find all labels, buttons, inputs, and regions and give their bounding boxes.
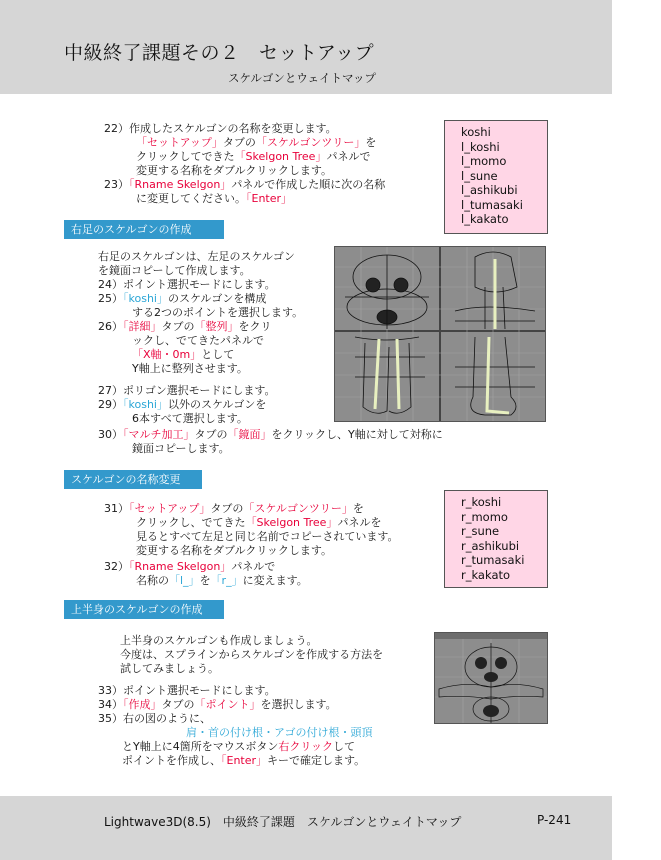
name-item: l_sune bbox=[461, 168, 498, 183]
step-35-line3: とY軸上に4箇所をマウスボタン右クリックして bbox=[122, 740, 355, 753]
step-22-line2: 「セットアップ」タブの「スケルゴンツリー」を bbox=[136, 136, 377, 149]
step-22-line4: 変更する名称をダブルクリックします。 bbox=[136, 164, 333, 177]
right-names-box bbox=[444, 490, 548, 588]
step-35-line2: 肩・首の付け根・アゴの付け根・頭頂 bbox=[186, 726, 373, 739]
step-33: 33）ポイント選択モードにします。 bbox=[98, 684, 276, 697]
section-heading-upper-body: 上半身のスケルゴンの作成 bbox=[64, 600, 224, 619]
sec3-intro3: 試してみましょう。 bbox=[120, 662, 219, 675]
step-25-line2: する2つのポイントを選択します。 bbox=[132, 306, 304, 319]
step-29-line1: 29）「koshi」以外のスケルゴンを bbox=[98, 398, 267, 411]
step-24: 24）ポイント選択モードにします。 bbox=[98, 278, 276, 291]
step-23-line1: 23）「Rname Skelgon」パネルで作成した順に次の名称 bbox=[104, 178, 386, 191]
step-23-line2: に変更してください。「Enter」 bbox=[136, 192, 293, 205]
sec3-intro1: 上半身のスケルゴンも作成しましょう。 bbox=[120, 634, 318, 647]
step-30-line1: 30）「マルチ加工」タブの「鏡面」をクリックし、Y軸に対して対称に bbox=[98, 428, 443, 441]
step-35-line4: ポイントを作成し、「Enter」キーで確定します。 bbox=[122, 754, 366, 767]
step-22-line3: クリックしてできた「Skelgon Tree」パネルで bbox=[136, 150, 371, 163]
name-item: l_koshi bbox=[461, 139, 500, 154]
step-31-line1: 31）「セットアップ」タブの「スケルゴンツリー」を bbox=[104, 502, 364, 515]
step-26-line4: Y軸上に整列させます。 bbox=[132, 362, 248, 375]
sec1-intro2: を鏡面コピーして作成します。 bbox=[98, 264, 251, 277]
name-item: r_momo bbox=[461, 509, 508, 524]
section-heading-rename: スケルゴンの名称変更 bbox=[64, 470, 202, 489]
sec1-intro1: 右足のスケルゴンは、左足のスケルゴン bbox=[98, 250, 295, 263]
name-item: l_ashikubi bbox=[461, 183, 518, 197]
step-26-line3: 「X軸・0m」として bbox=[132, 348, 235, 361]
step-35-line1: 35）右の図のように、 bbox=[98, 712, 211, 725]
step-26-line2: ックし、でてきたパネルで bbox=[132, 334, 264, 347]
name-item: koshi bbox=[461, 125, 491, 139]
name-item: r_sune bbox=[461, 524, 500, 538]
step-25-line1: 25）「koshi」のスケルゴンを構成 bbox=[98, 292, 267, 305]
step-22-line1: 22）作成したスケルゴンの名称を変更します。 bbox=[104, 122, 337, 135]
step-31-line3: 見るとすべて左足と同じ名前でコピーされています。 bbox=[136, 530, 399, 543]
name-item: r_tumasaki bbox=[461, 553, 525, 567]
step-31-line2: クリックし、でてきた「Skelgon Tree」パネルを bbox=[136, 516, 382, 529]
upper-body-viewport-image bbox=[434, 632, 548, 724]
step-27: 27）ポリゴン選択モードにします。 bbox=[98, 384, 276, 397]
page-subtitle: スケルゴンとウェイトマップ bbox=[228, 71, 377, 85]
name-item: l_kakato bbox=[461, 212, 509, 226]
sec3-intro2: 今度は、スプラインからスケルゴンを作成する方法を bbox=[120, 648, 384, 661]
page-title: 中級終了課題その２ セットアップ bbox=[64, 42, 375, 64]
step-30-line2: 鏡面コピーします。 bbox=[132, 442, 230, 455]
footer-title: Lightwave3D(8.5) 中級終了課題 スケルゴンとウェイトマップ bbox=[104, 815, 462, 829]
name-item: r_kakato bbox=[461, 567, 511, 582]
step-34: 34）「作成」タブの「ポイント」を選択します。 bbox=[98, 698, 337, 711]
name-item: l_momo bbox=[461, 154, 507, 168]
step-32-line1: 32）「Rname Skelgon」パネルで bbox=[104, 560, 276, 573]
step-32-line2: 名称の「l_」を「r_」に変えます。 bbox=[136, 574, 308, 587]
section-heading-right-leg: 右足のスケルゴンの作成 bbox=[64, 220, 224, 239]
step-31-line4: 変更する名称をダブルクリックします。 bbox=[136, 544, 333, 557]
modeler-viewports-image bbox=[334, 246, 546, 422]
step-26-line1: 26）「詳細」タブの「整列」をクリ bbox=[98, 320, 272, 333]
page-number: P-241 bbox=[537, 813, 572, 827]
step-29-line2: 6本すべて選択します。 bbox=[132, 412, 248, 425]
name-item: r_ashikubi bbox=[461, 538, 520, 553]
name-item: r_koshi bbox=[461, 495, 502, 509]
left-names-box bbox=[444, 120, 548, 234]
name-item: l_tumasaki bbox=[461, 197, 523, 212]
